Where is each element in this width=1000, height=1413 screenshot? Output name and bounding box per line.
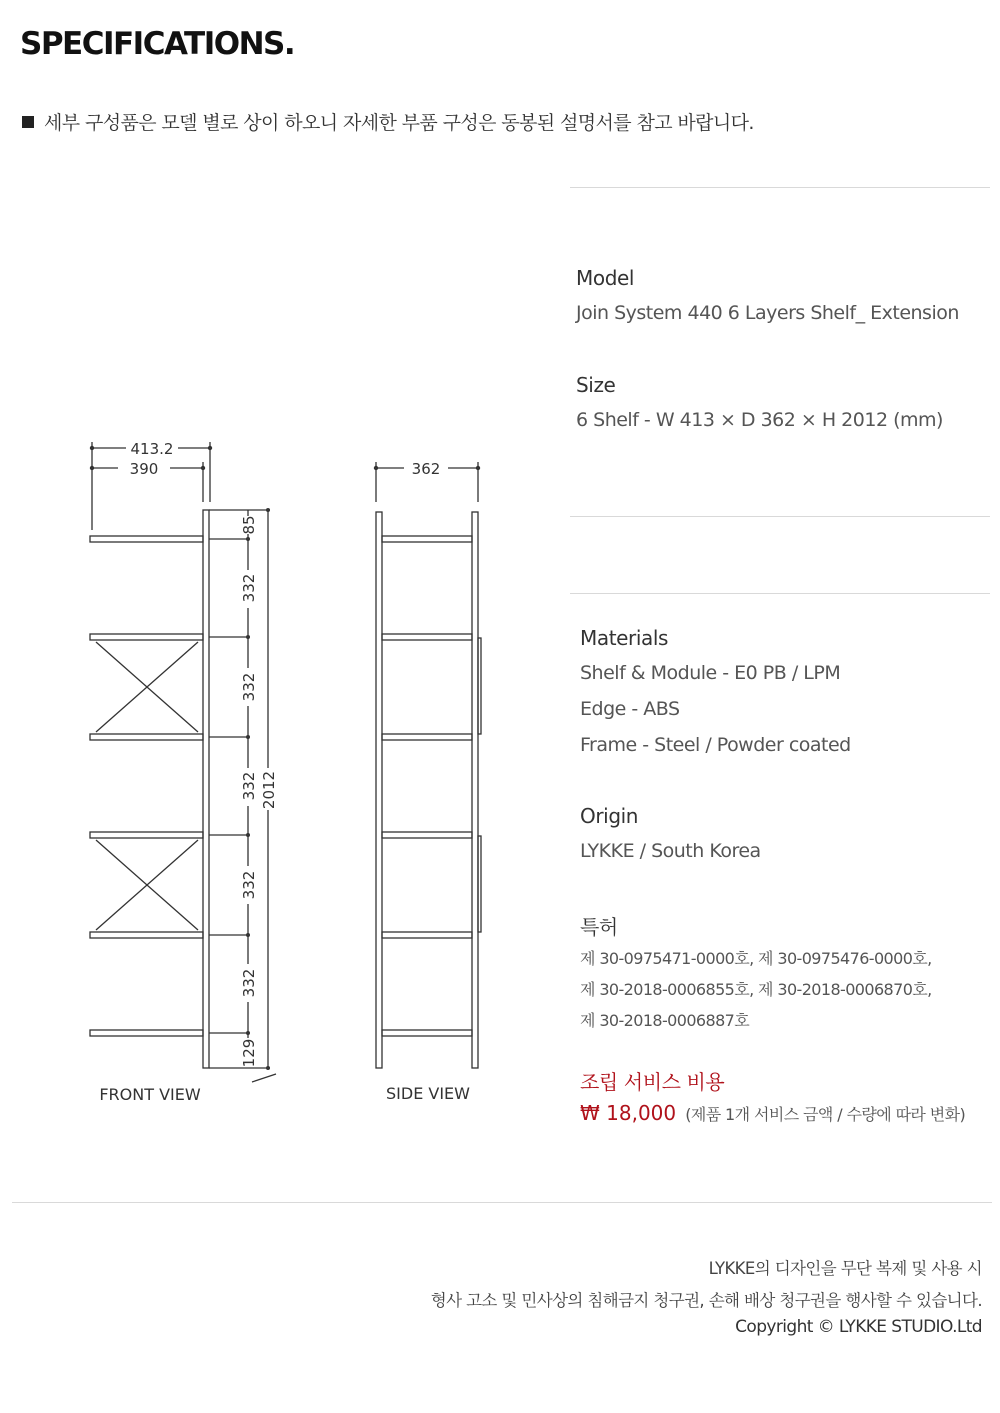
model-value: Join System 440 6 Layers Shelf_ Extension bbox=[576, 302, 959, 324]
divider-top bbox=[570, 187, 990, 188]
front-dim-dot-11 bbox=[266, 508, 270, 512]
front-dim-leader bbox=[252, 1074, 276, 1082]
side-shelf-5 bbox=[382, 932, 472, 938]
front-dim-spacing-1: 332 bbox=[240, 573, 258, 603]
side-shelf-3 bbox=[382, 734, 472, 740]
origin-value: LYKKE / South Korea bbox=[580, 840, 761, 862]
front-dim-dot-1 bbox=[90, 446, 94, 450]
side-shelf-6 bbox=[382, 1030, 472, 1036]
size-label: Size bbox=[576, 373, 616, 397]
side-post-back bbox=[472, 512, 478, 1068]
side-dim-dot-1 bbox=[374, 466, 378, 470]
front-view-caption: FRONT VIEW bbox=[99, 1085, 201, 1104]
front-dim-dot-4 bbox=[201, 466, 205, 470]
front-dim-dot-2 bbox=[208, 446, 212, 450]
front-dim-inner-width: 390 bbox=[129, 460, 159, 478]
footer-divider bbox=[12, 1202, 992, 1203]
assembly-service-label: 조립 서비스 비용 bbox=[580, 1070, 725, 1094]
front-dim-dot-10 bbox=[246, 1031, 250, 1035]
origin-label: Origin bbox=[580, 804, 639, 828]
notice-text bbox=[22, 108, 754, 135]
front-dim-dot-6 bbox=[246, 635, 250, 639]
front-shelf-5 bbox=[90, 932, 203, 938]
footer-copyright-warning-1: LYKKE의 디자인을 무단 복제 및 사용 시 bbox=[708, 1259, 982, 1278]
side-dim-dot-2 bbox=[476, 466, 480, 470]
patent-line-1: 제 30-0975471-0000호, 제 30-0975476-0000호, bbox=[580, 949, 932, 968]
shelf-dimension-drawing bbox=[70, 430, 500, 1110]
side-post-front bbox=[376, 512, 382, 1068]
front-dim-spacing-3: 332 bbox=[240, 771, 258, 801]
materials-label: Materials bbox=[580, 626, 669, 650]
materials-item-frame: Frame - Steel / Powder coated bbox=[580, 734, 851, 756]
page-title: SPECIFICATIONS. bbox=[20, 26, 295, 62]
front-dim-spacing-5: 332 bbox=[240, 968, 258, 998]
materials-item-edge: Edge - ABS bbox=[580, 698, 680, 720]
side-shelf-4 bbox=[382, 832, 472, 838]
footer-copyright-warning-2: 형사 고소 및 민사상의 침해금지 청구권, 손해 배상 청구권을 행사할 수 있습니다. bbox=[430, 1291, 982, 1310]
assembly-price-row bbox=[580, 1101, 965, 1125]
front-dim-top-gap: 85 bbox=[240, 515, 258, 535]
front-dim-dot-7 bbox=[246, 735, 250, 739]
side-view-caption: SIDE VIEW bbox=[386, 1084, 470, 1103]
model-label: Model bbox=[576, 266, 635, 290]
front-upright-post bbox=[203, 510, 209, 1068]
side-shelf-1 bbox=[382, 536, 472, 542]
side-shelf-2 bbox=[382, 634, 472, 640]
assembly-price: ₩ 18,000 bbox=[580, 1101, 677, 1125]
assembly-price-note: (제품 1개 서비스 금액 / 수량에 따라 변화) bbox=[685, 1105, 966, 1124]
front-shelf-6 bbox=[90, 1030, 203, 1036]
side-dim-depth: 362 bbox=[411, 460, 441, 478]
front-dim-bottom-gap: 129 bbox=[240, 1038, 258, 1068]
front-dim-dot-12 bbox=[266, 1066, 270, 1070]
side-brace-2 bbox=[478, 836, 481, 932]
front-shelf-1 bbox=[90, 536, 203, 542]
divider-middle-1 bbox=[570, 516, 990, 517]
front-dim-spacing-2: 332 bbox=[240, 672, 258, 702]
patent-line-2: 제 30-2018-0006855호, 제 30-2018-0006870호, bbox=[580, 980, 932, 999]
patent-line-3: 제 30-2018-0006887호 bbox=[580, 1011, 750, 1030]
notice-label: 세부 구성품은 모델 별로 상이 하오니 자세한 부품 구성은 동봉된 설명서를 참고 바랍니다. bbox=[44, 112, 754, 134]
front-dim-spacing-4: 332 bbox=[240, 870, 258, 900]
front-dim-dot-3 bbox=[90, 466, 94, 470]
front-dim-dot-5 bbox=[246, 537, 250, 541]
front-dim-total-height: 2012 bbox=[260, 770, 278, 810]
front-shelf-3 bbox=[90, 734, 203, 740]
front-dim-outer-width: 413.2 bbox=[130, 440, 174, 458]
square-bullet-icon bbox=[22, 116, 34, 128]
front-shelf-4 bbox=[90, 832, 203, 838]
front-dim-dot-9 bbox=[246, 933, 250, 937]
patent-label: 특허 bbox=[580, 915, 618, 939]
front-shelf-2 bbox=[90, 634, 203, 640]
materials-item-shelf: Shelf & Module - E0 PB / LPM bbox=[580, 662, 841, 684]
divider-middle-2 bbox=[570, 593, 990, 594]
footer-copyright: Copyright © LYKKE STUDIO.Ltd bbox=[735, 1317, 982, 1337]
side-brace-1 bbox=[478, 638, 481, 734]
size-value: 6 Shelf - W 413 × D 362 × H 2012 (mm) bbox=[576, 409, 943, 431]
front-dim-dot-8 bbox=[246, 833, 250, 837]
